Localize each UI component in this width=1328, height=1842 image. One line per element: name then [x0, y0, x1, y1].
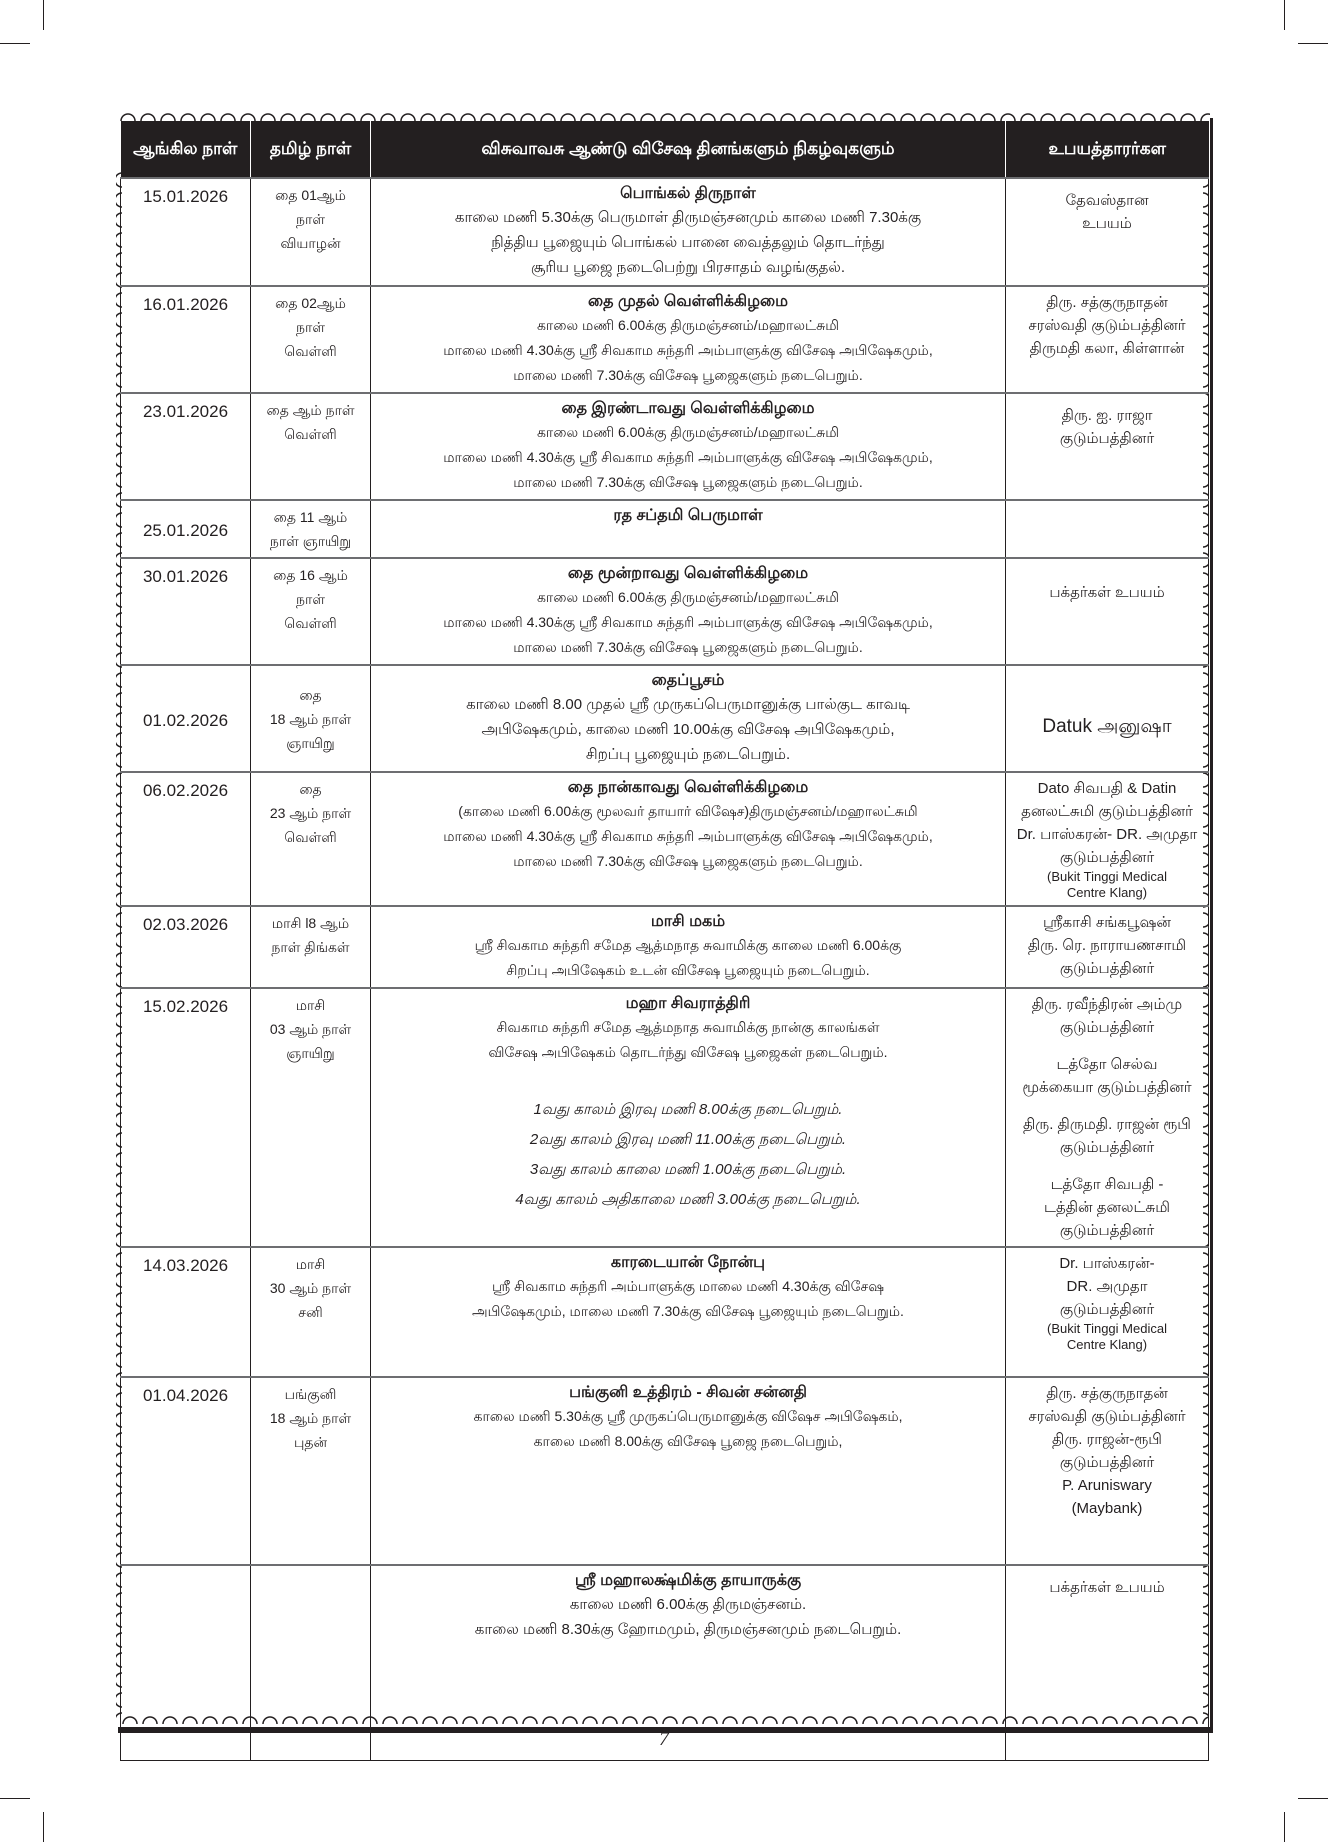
crop-mark	[1284, 1812, 1285, 1842]
tamil-date-cell	[251, 1377, 371, 1565]
crop-mark	[1284, 0, 1285, 30]
event-title: பொங்கல் திருநாள்	[620, 185, 756, 202]
tamil-date-line: மாசி	[295, 1256, 326, 1272]
sponsor-line: குடும்பத்தினர்	[1059, 1454, 1155, 1471]
tamil-date-cell	[251, 178, 371, 286]
event-cell	[371, 906, 1006, 988]
sponsor-cell	[1006, 500, 1209, 558]
event-detail-line: சிறப்பு பூஜையும் நடைபெறும்.	[585, 746, 791, 763]
event-title: தை முதல் வெள்ளிக்கிழமை	[587, 293, 789, 310]
sponsor-group	[1010, 1053, 1204, 1099]
tamil-date-cell	[251, 393, 371, 500]
event-detail-line: விசேஷ அபிஷேகம் தொடர்ந்து விசேஷ பூஜைகள் நடைபெறும்.	[488, 1044, 888, 1060]
sponsor-group	[1010, 1113, 1204, 1159]
event-title: மஹா சிவராத்திரி	[625, 995, 751, 1012]
table-row	[121, 772, 1209, 906]
kalam-line: 3வது காலம் காலை மணி 1.00க்கு நடைபெறும்.	[529, 1161, 847, 1178]
sponsor-line: திரு. ரெ. நாராயணசாமி	[1027, 937, 1187, 954]
tamil-date-line: தை 16 ஆம்	[273, 567, 348, 583]
event-detail-line: காலை மணி 6.00க்கு திருமஞ்சனம்/மஹாலட்சுமி	[536, 589, 840, 605]
event-detail-line: ஸ்ரீ சிவகாம சுந்தரி அம்பாளுக்கு மாலை மணி 4.30க்கு விசேஷ	[492, 1278, 884, 1294]
event-cell	[371, 988, 1006, 1247]
table-row	[121, 1377, 1209, 1565]
sponsor-line: (Maybank)	[1071, 1500, 1143, 1517]
sponsor-line: குடும்பத்தினர்	[1059, 849, 1155, 866]
event-detail-line: காலை மணி 5.30க்கு ஸ்ரீ முருகப்பெருமானுக்கு விஷேச அபிஷேகம்,	[473, 1408, 903, 1424]
event-cell	[371, 1377, 1006, 1565]
sponsor-line: தனலட்சுமி குடும்பத்தினர்	[1021, 803, 1193, 820]
sponsor-cell	[1006, 286, 1209, 393]
event-detail-line: சிவகாம சுந்தரி சமேத ஆத்மநாத சுவாமிக்கு நான்கு காலங்கள்	[496, 1019, 880, 1035]
tamil-date-line: தை	[299, 781, 322, 797]
page-number: 7	[659, 1728, 669, 1750]
tamil-date-cell	[251, 988, 371, 1247]
english-date-cell: 15.01.2026	[121, 178, 251, 286]
event-cell	[371, 393, 1006, 500]
tamil-date-line: வியாழன்	[280, 235, 341, 251]
tamil-date-line: தை 01ஆம்	[275, 187, 346, 203]
english-date-cell: 15.02.2026	[121, 988, 251, 1247]
tamil-date-line: வெள்ளி	[284, 829, 337, 845]
tamil-date-line: மாசி	[295, 997, 326, 1013]
sponsor-cell	[1006, 558, 1209, 665]
sponsor-cell	[1006, 1247, 1209, 1377]
header-events: விசுவாவசு ஆண்டு விசேஷ தினங்களும் நிகழ்வுகளும்	[371, 121, 1006, 178]
english-date-cell: 14.03.2026	[121, 1247, 251, 1377]
event-detail-line: ஸ்ரீ சிவகாம சுந்தரி சமேத ஆத்மநாத சுவாமிக்கு காலை மணி 6.00க்கு	[474, 937, 902, 953]
tamil-date-line: 03 ஆம் நாள்	[269, 1021, 352, 1037]
english-date-cell: 06.02.2026	[121, 772, 251, 906]
event-detail-line: மாலை மணி 7.30க்கு விசேஷ பூஜைகளும் நடைபெறும்.	[513, 367, 863, 383]
event-detail-line: சூரிய பூஜை நடைபெற்று பிரசாதம் வழங்குதல்.	[530, 259, 846, 276]
event-title: ஸ்ரீ மஹாலக்ஷ்மிக்கு தாயாருக்கு	[574, 1572, 802, 1589]
event-cell	[371, 665, 1006, 772]
event-detail-line: காலை மணி 5.30க்கு பெருமாள் திருமஞ்சனமும் காலை மணி 7.30க்கு	[454, 209, 922, 226]
event-detail-line: அபிஷேகமும், மாலை மணி 7.30க்கு விசேஷ பூஜையும் நடைபெறும்.	[472, 1303, 904, 1319]
english-date-cell: 16.01.2026	[121, 286, 251, 393]
event-detail-line: காலை மணி 8.30க்கு ஹோமமும், திருமஞ்சனமும் நடைபெறும்.	[474, 1621, 902, 1638]
crop-mark	[1298, 1798, 1328, 1799]
crop-mark	[43, 0, 44, 30]
tamil-date-cell	[251, 906, 371, 988]
sponsor-line: பக்தர்கள் உபயம்	[1049, 1579, 1165, 1596]
event-title: தைப்பூசம்	[651, 672, 725, 689]
tamil-date-cell	[251, 665, 371, 772]
tamil-date-line: புதன்	[293, 1434, 328, 1450]
sponsor-line: பக்தர்கள் உபயம்	[1049, 584, 1165, 601]
sponsor-line: மூக்கையா குடும்பத்தினர்	[1022, 1079, 1192, 1096]
kalam-line: 4வது காலம் அதிகாலை மணி 3.00க்கு நடைபெறும்.	[515, 1191, 861, 1208]
festival-schedule-table	[120, 121, 1209, 1761]
crop-mark	[43, 1812, 44, 1842]
event-detail-line: மாலை மணி 7.30க்கு விசேஷ பூஜைகளும் நடைபெறும்.	[513, 853, 863, 869]
sponsor-line: ஸ்ரீகாசி சங்கபூஷன்	[1043, 914, 1171, 931]
sponsor-line: குடும்பத்தினர்	[1059, 1301, 1155, 1318]
event-detail-line: மாலை மணி 4.30க்கு ஸ்ரீ சிவகாம சுந்தரி அம்பாளுக்கு விசேஷ அபிஷேகமும்,	[443, 828, 933, 844]
tamil-date-line: நாள்	[296, 211, 325, 227]
sponsor-line: Dr. பாஸ்கரன்-	[1059, 1255, 1155, 1272]
sponsor-cell	[1006, 178, 1209, 286]
event-cell	[371, 500, 1006, 558]
tamil-date-line: தை ஆம் நாள்	[266, 402, 355, 418]
tamil-date-line: 18 ஆம் நாள்	[269, 1410, 352, 1426]
event-detail-line: காலை மணி 8.00க்கு விசேஷ பூஜை நடைபெறும்,	[533, 1433, 843, 1449]
event-cell	[371, 286, 1006, 393]
event-detail-line: மாலை மணி 7.30க்கு விசேஷ பூஜைகளும் நடைபெறும்.	[513, 639, 863, 655]
event-detail-line: காலை மணி 8.00 முதல் ஸ்ரீ முருகப்பெருமானுக்கு பால்குட காவடி	[466, 696, 910, 713]
tamil-date-cell	[251, 558, 371, 665]
sponsor-note-line: (Bukit Tinggi Medical	[1047, 869, 1167, 884]
tamil-date-line: நாள்	[296, 591, 325, 607]
event-detail-line: மாலை மணி 4.30க்கு ஸ்ரீ சிவகாம சுந்தரி அம்பாளுக்கு விசேஷ அபிஷேகமும்,	[443, 342, 933, 358]
event-detail-line: அபிஷேகமும், காலை மணி 10.00க்கு விசேஷ அபிஷேகமும்,	[481, 721, 895, 738]
tamil-date-line: தை 02ஆம்	[275, 295, 346, 311]
sponsor-line: DR. அமுதா	[1066, 1278, 1148, 1295]
sponsor-cell	[1006, 988, 1209, 1247]
sponsor-line: குடும்பத்தினர்	[1059, 960, 1155, 977]
english-date-cell: 23.01.2026	[121, 393, 251, 500]
tamil-date-line: வெள்ளி	[284, 343, 337, 359]
sponsor-cell	[1006, 906, 1209, 988]
sponsor-line: குடும்பத்தினர்	[1059, 1139, 1155, 1156]
sponsor-line: குடும்பத்தினர்	[1059, 1019, 1155, 1036]
sponsor-line: திரு. ராஜன்-ரூபி	[1052, 1431, 1162, 1448]
ornamental-border-top	[118, 113, 1210, 121]
header-english-date: ஆங்கில நாள்	[121, 121, 251, 178]
tamil-date-cell	[251, 500, 371, 558]
tamil-date-cell	[251, 772, 371, 906]
header-sponsors: உபயத்தாரர்கள	[1006, 121, 1209, 178]
sponsor-line: திரு. திருமதி. ராஜன் ரூபி	[1023, 1116, 1191, 1133]
sponsor-line: உபயம்	[1082, 215, 1132, 232]
sponsor-line: Centre Klang)	[1066, 1337, 1148, 1352]
sponsor-cell	[1006, 1377, 1209, 1565]
english-date-cell: 30.01.2026	[121, 558, 251, 665]
english-date-cell: 01.04.2026	[121, 1377, 251, 1565]
sponsor-line: திரு. சத்குருநாதன்	[1046, 1385, 1168, 1402]
table-row	[121, 988, 1209, 1247]
sponsor-line: (Bukit Tinggi Medical	[1047, 1321, 1167, 1336]
event-detail-line: காலை மணி 6.00க்கு திருமஞ்சனம்/மஹாலட்சுமி	[536, 317, 840, 333]
sponsor-cell	[1006, 665, 1209, 772]
sponsor-line: திருமதி கலா, கிள்ளான்	[1029, 340, 1185, 357]
table-row	[121, 558, 1209, 665]
sponsor-line: திரு. ஐ. ராஜா	[1061, 407, 1153, 424]
tamil-date-line: நாள் ஞாயிறு	[269, 533, 352, 549]
sponsor-group	[1010, 1173, 1204, 1242]
event-detail-line: மாலை மணி 4.30க்கு ஸ்ரீ சிவகாம சுந்தரி அம்பாளுக்கு விசேஷ அபிஷேகமும்,	[443, 614, 933, 630]
event-detail-line: (காலை மணி 6.00க்கு மூலவர் தாயார் விஷேச)திருமஞ்சனம்/மஹாலட்சுமி	[458, 803, 918, 819]
event-cell	[371, 558, 1006, 665]
crop-mark	[0, 1798, 30, 1799]
event-detail-line: மாலை மணி 7.30க்கு விசேஷ பூஜைகளும் நடைபெறும்.	[513, 474, 863, 490]
english-date-cell: 25.01.2026	[121, 500, 251, 558]
event-detail-line: நித்திய பூஜையும் பொங்கல் பானை வைத்தலும் தொடர்ந்து	[491, 234, 885, 251]
kalam-schedule	[375, 1095, 1001, 1215]
event-detail-line: மாலை மணி 4.30க்கு ஸ்ரீ சிவகாம சுந்தரி அம்பாளுக்கு விசேஷ அபிஷேகமும்,	[443, 449, 933, 465]
tamil-date-line: சனி	[298, 1304, 323, 1320]
header-tamil-date: தமிழ் நாள்	[251, 121, 371, 178]
tamil-date-line: பங்குனி	[284, 1386, 337, 1402]
tamil-date-line: நாள்	[296, 319, 325, 335]
tamil-date-line: ஞாயிறு	[286, 1045, 335, 1061]
crop-mark	[0, 43, 30, 44]
sponsor-line: டத்தோ செல்வ	[1056, 1056, 1158, 1073]
table-body	[121, 178, 1209, 1760]
sponsor-line: திரு. சத்குருநாதன்	[1046, 294, 1168, 311]
english-date-cell: 02.03.2026	[121, 906, 251, 988]
sponsor-line: P. Aruniswary	[1062, 1477, 1152, 1494]
tamil-date-line: ஞாயிறு	[286, 734, 335, 751]
kalam-line: 1வது காலம் இரவு மணி 8.00க்கு நடைபெறும்.	[533, 1101, 843, 1118]
sponsor-line: குடும்பத்தினர்	[1059, 430, 1155, 447]
event-title: மாசி மகம்	[650, 913, 726, 930]
tamil-date-line: 23 ஆம் நாள்	[269, 805, 352, 821]
event-title: பங்குனி உத்திரம் - சிவன் சன்னதி	[569, 1384, 807, 1401]
event-title: தை நான்காவது வெள்ளிக்கிழமை	[567, 779, 809, 796]
tamil-date-line: நாள் திங்கள்	[271, 939, 350, 955]
tamil-date-line: தை	[299, 686, 322, 703]
tamil-date-cell	[251, 1247, 371, 1377]
sponsor-line: சரஸ்வதி குடும்பத்தினர்	[1028, 1408, 1186, 1425]
sponsor-line: Dato சிவபதி & Datin	[1037, 780, 1177, 797]
sponsor-line: Datuk அனுஷா	[1042, 716, 1172, 737]
table-row	[121, 906, 1209, 988]
table-row	[121, 1247, 1209, 1377]
sponsor-line: தேவஸ்தான	[1065, 192, 1149, 209]
event-detail-line: சிறப்பு அபிஷேகம் உடன் விசேஷ பூஜையும் நடைபெறும்.	[506, 962, 870, 978]
tamil-date-cell	[251, 286, 371, 393]
tamil-date-line: மாசி l8 ஆம்	[271, 915, 350, 931]
event-cell	[371, 178, 1006, 286]
sponsor-group	[1010, 993, 1204, 1039]
crop-mark	[1298, 43, 1328, 44]
event-detail-line: காலை மணி 6.00க்கு திருமஞ்சனம்.	[569, 1596, 807, 1613]
sponsor-line: டத்தோ சிவபதி -	[1050, 1176, 1164, 1193]
event-title: ரத சப்தமி பெருமாள்	[613, 507, 763, 524]
table-row	[121, 665, 1209, 772]
event-title: தை இரண்டாவது வெள்ளிக்கிழமை	[561, 400, 815, 417]
event-title: காரடையான் நோன்பு	[610, 1254, 766, 1271]
sponsor-line: Dr. பாஸ்கரன்- DR. அமுதா	[1016, 826, 1198, 843]
sponsor-line: குடும்பத்தினர்	[1059, 1222, 1155, 1239]
kalam-line: 2வது காலம் இரவு மணி 11.00க்கு நடைபெறும்.	[529, 1131, 847, 1148]
event-cell	[371, 1247, 1006, 1377]
event-cell	[371, 772, 1006, 906]
tamil-date-line: 18 ஆம் நாள்	[269, 710, 352, 727]
sponsor-line: திரு. ரவீந்திரன் அம்மு	[1031, 996, 1183, 1013]
event-title: தை மூன்றாவது வெள்ளிக்கிழமை	[567, 565, 809, 582]
table-row	[121, 500, 1209, 558]
table-row	[121, 286, 1209, 393]
event-detail-line: காலை மணி 6.00க்கு திருமஞ்சனம்/மஹாலட்சுமி	[536, 424, 840, 440]
tamil-date-line: வெள்ளி	[284, 426, 337, 442]
sponsor-line: சரஸ்வதி குடும்பத்தினர்	[1028, 317, 1186, 334]
english-date-cell: 01.02.2026	[121, 665, 251, 772]
sponsor-cell	[1006, 772, 1209, 906]
tamil-date-line: தை 11 ஆம்	[273, 509, 348, 525]
table-row	[121, 178, 1209, 286]
tamil-date-line: வெள்ளி	[284, 615, 337, 631]
sponsor-line: டத்தின் தனலட்சுமி	[1044, 1199, 1170, 1216]
sponsor-cell	[1006, 393, 1209, 500]
table-header-row	[121, 121, 1209, 178]
tamil-date-line: 30 ஆம் நாள்	[269, 1280, 352, 1296]
sponsor-note-line: Centre Klang)	[1066, 885, 1148, 900]
table-row	[121, 393, 1209, 500]
